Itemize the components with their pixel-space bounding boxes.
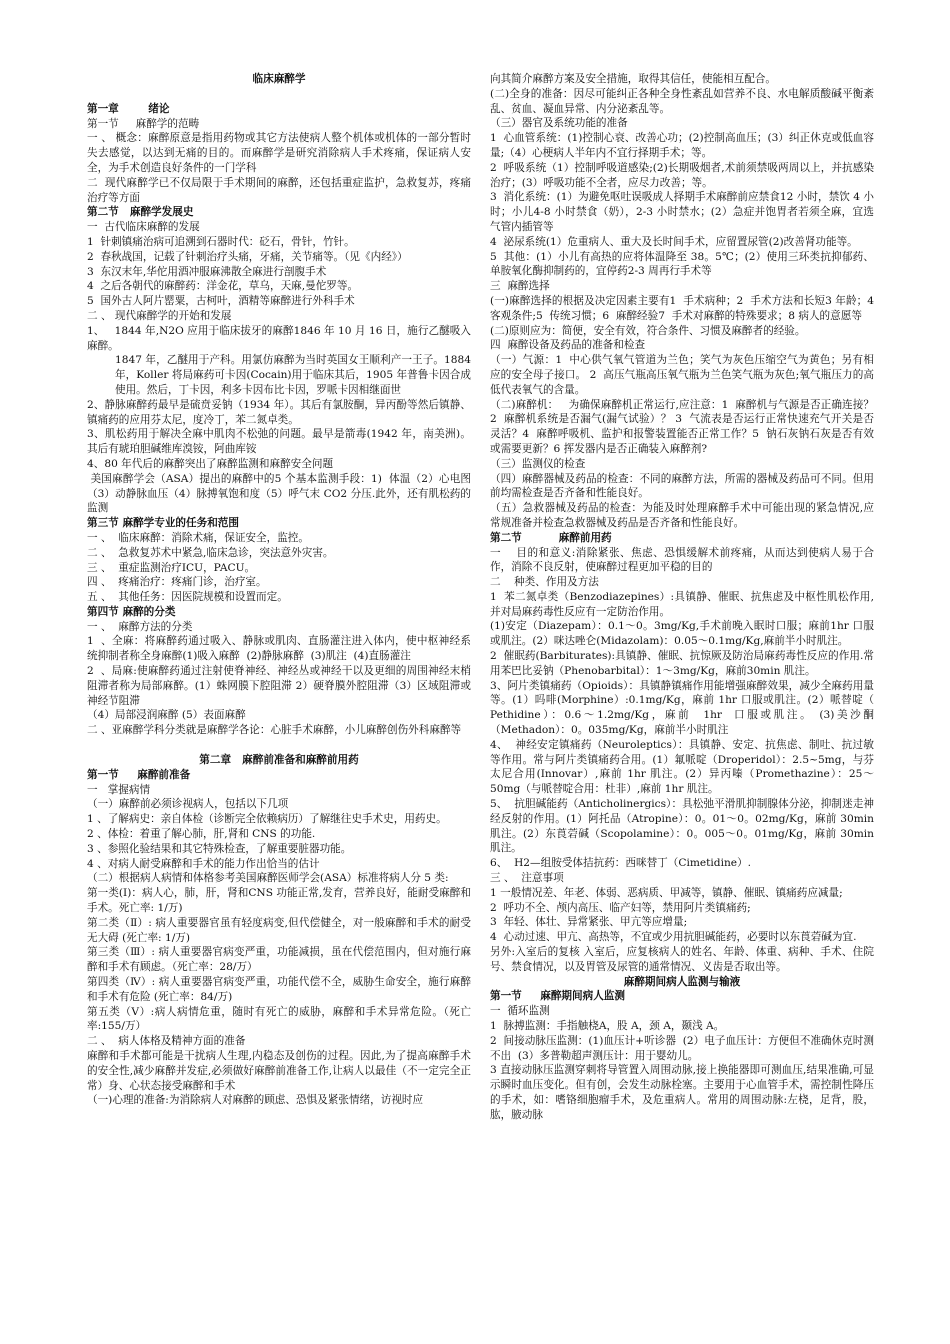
paragraph: 2 呼功不全、颅内高压、临产妇等，禁用阿片类镇痛药; bbox=[490, 901, 751, 914]
paragraph: 1 脉搏监测：手指触桡A，股 A，颈 A，颞浅 A。 bbox=[490, 1020, 725, 1032]
paragraph: 另外:入室后的复核 入室后，应复核病人的姓名、年龄、体重、病种、手术、住院号、禁食情况，以及胃管及尿管的通常情况、义齿是否取出等。 bbox=[490, 946, 874, 973]
paragraph: 3 、参照化验结果和其它特殊检查，了解重要脏器功能。 bbox=[87, 842, 352, 855]
paragraph: 二 种类、作用及方法 bbox=[490, 576, 599, 589]
paragraph: 4、80 年代后的麻醉突出了麻醉监测和麻醉安全问题 bbox=[87, 457, 334, 470]
paragraph: 5 国外古人阿片罂粟，古柯叶，酒精等麻醉进行外科手术 bbox=[87, 295, 355, 308]
paragraph: 4 泌尿系统(1）危重病人、重大及长时间手术，应留置尿管(2)改善肾功能等。 bbox=[490, 235, 858, 248]
paragraph: 第五类（Ⅴ）:病人病情危重，随时有死亡的威胁，麻醉和手术异常危险。（死亡率:155/万） bbox=[87, 1005, 471, 1033]
spacer bbox=[87, 738, 471, 753]
paragraph: 一 古代临床麻醉的发展 bbox=[87, 221, 200, 234]
section-heading: 第三节 麻醉学专业的任务和范围 bbox=[87, 517, 239, 530]
paragraph: 3 直接动脉压监测穿刺将导管置入周围动脉,接上换能器即可测血压,结果准确,可显示瞬时血压变化。但有创，会发生动脉栓塞。主要用于心血管手术，需控制性降压的手术，如：嗜铬细胞瘤手术，及危重病人。常用的周围动脉:左桡，足背，股，肱，腋动脉 bbox=[490, 1064, 874, 1121]
paragraph: 四 、 疼痛治疗：疼痛门诊，治疗室。 bbox=[87, 576, 267, 589]
paragraph: 三 、 重症监测治疗ICU，PACU。 bbox=[87, 561, 256, 574]
section-heading: 第一章 绪论 bbox=[87, 102, 170, 115]
paragraph: 2 、体检：着重了解心肺，肝,肾和 CNS 的功能. bbox=[87, 828, 316, 841]
paragraph: 4 心动过速、甲亢、高热等，不宜或少用抗胆碱能药，必要时以东莨菪碱为宜. bbox=[490, 931, 857, 944]
paragraph: 2 呼吸系统（1）控制呼吸道感染;(2)长期吸烟者,术前须禁吸两周以上，并抗感染治疗；(3）呼吸功能不全者，应尽力改善；等。 bbox=[490, 161, 874, 189]
paragraph: 1 、全麻：将麻醉药通过吸入、静脉或肌肉、直肠灌注进入体内，使中枢神经系统抑制者称全身麻醉(1)吸入麻醉 (2)静脉麻醉 (3)肌注 (4)直肠灌注 bbox=[87, 635, 471, 663]
paragraph: 美国麻醉学会（ASA）提出的麻醉中的5 个基本监测手段：1) 体温（2）心电图（3）动静脉血压（4）脉搏氧饱和度（5）呼气末 CO2 分压.此外，还有肌松药的监测 bbox=[87, 472, 472, 515]
right-column bbox=[490, 72, 881, 1123]
paragraph: 4 之后各朝代的麻醉药：洋金花，草乌，天麻,曼佗罗等。 bbox=[87, 280, 359, 293]
paragraph: （三）器官及系统功能的准备 bbox=[490, 117, 628, 130]
paragraph: 第二类（Ⅱ）: 病人重要器官虽有轻度病变,但代偿健全，对一般麻醉和手术的耐受无大碍 (死亡率: 1/万) bbox=[87, 916, 471, 944]
section-heading: 第四节 麻醉的分类 bbox=[87, 605, 176, 618]
paragraph: 麻醉和手术都可能是干扰病人生理,内稳态及创伤的过程。因此,为了提高麻醉手术的安全性,减少麻醉并发症,必须做好麻醉前准备工作,让病人以最佳（不一定完全正常）身、心状态接受麻醉和手术 bbox=[87, 1050, 471, 1092]
paragraph: 5 其他：(1）小儿有高热的应将体温降至 38。5℃；(2）使用三环类抗抑郁药、单胺氧化酶抑制药的，宜停药2-3 周再行手术等 bbox=[490, 250, 874, 278]
paragraph: 4、 神经安定镇痛药（Neuroleptics）：具镇静、安定、抗焦虑、制吐、抗过敏等作用。常与阿片类镇痛药合用。(1）氟哌啶（Droperidol）：2.5~5mg，与芬太尼合用(Innovar）,麻前 1hr 肌注。(2）异丙嗪（Promethazine）：25～50mg（与哌替啶合用：杜非）,麻前 1hr 肌注。 bbox=[490, 738, 874, 796]
paragraph: 3、肌松药用于解决全麻中肌肉不松弛的问题。最早是箭毒(1942 年，南美洲)。其后有琥珀胆碱维库溴铵，阿曲库铵 bbox=[87, 428, 471, 456]
paragraph: (一)麻醉选择的根据及决定因素主要有1 手术病种；2 手术方法和长短3 年龄；4 客观条件;5 传统习惯；6 麻醉经验7 手术对麻醉的特殊要求；8 病人的意愿等 bbox=[490, 294, 881, 322]
paragraph: 2 间接动脉压监测：(1)血压计+听诊器 (2）电子血压计：方便但不准确休克时测不出 (3）多普勒超声测压计：用于婴幼儿。 bbox=[490, 1034, 874, 1062]
paragraph: （三）监测仪的检查 bbox=[490, 457, 586, 470]
paragraph: 第一节 麻醉学的范畴 bbox=[87, 117, 200, 130]
paragraph: （二)麻醉机： 为确保麻醉机正常运行,应注意：1 麻醉机与气源是否正确连接？ 2 麻醉机系统是否漏气(漏气试验）？ 3 气流表是否运行正常快速充气开关是否灵活？4 麻醉呼吸机、监护和报警装置能否正常工作？5 钠石灰钠石灰是否有效或需要更新？6 挥发器内是否正确装入麻醉剂? bbox=[490, 398, 878, 455]
spacer bbox=[87, 87, 471, 102]
paragraph: 4 、对病人耐受麻醉和手术的能力作出恰当的估计 bbox=[87, 857, 320, 870]
paragraph: 1 一般情况差、年老、体弱、恶病质、甲减等，镇静、催眠、镇痛药应减量; bbox=[490, 886, 843, 899]
left-column bbox=[87, 72, 475, 1108]
paragraph: 一 循环监测 bbox=[490, 1005, 550, 1018]
paragraph: (二)全身的准备：因尽可能纠正各种全身性紊乱如营养不良、水电解质酸碱平衡紊乱、贫血、凝血异常、内分泌紊乱等。 bbox=[490, 87, 874, 115]
paragraph: （一）麻醉前必须诊视病人，包括以下几项 bbox=[87, 798, 289, 811]
paragraph: 3、阿片类镇痛药（Opioids）：具镇静镇痛作用能增强麻醉效果，减少全麻药用量等。(1）吗啡(Morphine）:0.1mg/Kg，麻前 1hr 口服或肌注。(2）哌替啶（ Pethidine）：0.6～1.2mg/Kg，麻前 1hr 口服或肌注。 (3)美沙酮（Methadon）：0。035mg/Kg，麻前半小时肌注 bbox=[490, 679, 878, 737]
paragraph: 2、静脉麻醉药最早是硫贲妥钠（1934 年）。其后有氯胺酮，异丙酚等然后镇静、镇痛药的应用芬太尼，度冷丁，苯二氮卓类。 bbox=[87, 398, 471, 426]
paragraph: （五）急救器械及药品的检查：为能及时处理麻醉手术中可能出现的紧急情况,应常规准备并检查急救器械及药品是否齐备和性能良好。 bbox=[490, 502, 874, 529]
paragraph: 6、 H2—组胺受体拮抗药：西咪替丁（Cimetidine）. bbox=[490, 857, 752, 870]
section-heading: 麻醉期间病人监测与输液 bbox=[623, 975, 741, 988]
paragraph: 第四类（Ⅳ）: 病人重要器官病变严重，功能代偿不全，威胁生命安全，施行麻醉和手术有危险 (死亡率：84/万) bbox=[87, 976, 471, 1003]
paragraph: 3 东汉末年,华佗用酒冲服麻沸散全麻进行剖腹手术 bbox=[87, 265, 327, 278]
paragraph: （4）局部浸润麻醉 (5）表面麻醉 bbox=[87, 709, 246, 722]
paragraph: 三 麻醉选择 bbox=[490, 280, 550, 293]
paragraph: 二 、 病人体格及精神方面的准备 bbox=[87, 1035, 246, 1048]
paragraph: 二 、亚麻醉学科分类就是麻醉学各论：心脏手术麻醉，小儿麻醉创伤外科麻醉等 bbox=[87, 724, 462, 737]
paragraph: (1)安定（Diazepam）：0.1～0。3mg/Kg,手术前晚入眠时口服；麻前1hr 口服或肌注。(2）咪达唑仑(Midazolam)：0.05～0.1mg/Kg,麻前半小时肌注。 bbox=[490, 620, 874, 648]
section-heading: 第二节 麻醉前用药 bbox=[490, 531, 612, 544]
paragraph: 一 、 概念：麻醉原意是指用药物或其它方法使病人整个机体或机体的一部分暂时失去感觉，以达到无痛的目的。而麻醉学是研究消除病人手术疼痛，保证病人安全，为手术创造良好条件的一门学科 bbox=[87, 132, 471, 174]
paragraph: 一 目的和意义:消除紧张、焦虑、恐惧缓解术前疼痛，从而达到使病人易于合作，消除不良反射，使麻醉过程更加平稳的目的 bbox=[490, 546, 874, 574]
section-heading: 临床麻醉学 bbox=[252, 73, 306, 85]
section-heading: 第一节 麻醉前准备 bbox=[87, 768, 191, 781]
paragraph: (二)原则应为：简便，安全有效，符合条件、习惯及麻醉者的经验。 bbox=[490, 324, 806, 337]
paragraph: 5、 抗胆碱能药（Anticholinergics）：具松弛平滑肌抑制腺体分泌，抑制迷走神经反射的作用。(1）阿托品（Atropine）：0。01～0。02mg/Kg，麻前 30min 肌注。(2）东莨菪碱（Scopolamine）：0。005～0。01mg/Kg，麻前 30min 肌注。 bbox=[490, 798, 878, 855]
paragraph: 一 、 临床麻醉：消除术痛，保证安全，监控。 bbox=[87, 531, 309, 544]
paragraph: 第一类(Ⅰ)：病人心，肺，肝，肾和CNS 功能正常,发育，营养良好，能耐受麻醉和手术。死亡率: 1/万) bbox=[87, 887, 471, 915]
paragraph: 第三类（Ⅲ）: 病人重要器官病变严重，功能减损，虽在代偿范围内，但对施行麻醉和手术有顾虑。（死亡率：28/万） bbox=[87, 946, 471, 974]
paragraph: 1847 年，乙醚用于产科。用氯仿麻醉为当时英国女王顺利产一王子。1884 年，Koller 将局麻药可卡因(Cocain)用于临床其后，1905 年普鲁卡因合成使用。然后，丁卡因，利多卡因布比卡因，罗哌卡因相继面世 bbox=[115, 354, 475, 396]
paragraph: （二）根据病人病情和体格参考美国麻醉医师学会(ASA）标准将病人分 5 类: bbox=[87, 872, 449, 885]
paragraph: 一 、 麻醉方法的分类 bbox=[87, 620, 193, 633]
paragraph: 二 、 现代麻醉学的开始和发展 bbox=[87, 309, 232, 322]
paragraph: （一）气源：1 中心供气氧气管道为兰色；笑气为灰色压缩空气为黄色；另有相应的安全母子接口。 2 高压气瓶高压氧气瓶为兰色笑气瓶为灰色;氧气瓶压力的高低代表氧气的含量。 bbox=[490, 354, 874, 396]
section-heading: 第二节 麻醉学发展史 bbox=[87, 206, 194, 219]
paragraph: （一)心理的准备:为消除病人对麻醉的顾虑、恐惧及紧张情绪，访视时应 bbox=[87, 1094, 424, 1107]
section-heading: 第一节 麻醉期间病人监测 bbox=[490, 990, 625, 1003]
paragraph: 二 现代麻醉学已不仅局限于手术期间的麻醉，还包括重症监护，急救复苏，疼痛治疗等方面 bbox=[87, 176, 471, 204]
paragraph: 五 、 其他任务：因医院规模和设置而定。 bbox=[87, 591, 288, 604]
paragraph: 1 针刺镇痛治病可追溯到石器时代：砭石，骨针，竹针。 bbox=[87, 235, 355, 248]
paragraph: 3 消化系统：(1）为避免呕吐误吸成人择期手术麻醉前应禁食12 小时，禁饮 4 小时；小儿4-8 小时禁食（奶），2-3 小时禁水；(2）急症并饱胃者若须全麻，宜选气管内插管等 bbox=[490, 191, 874, 233]
paragraph: 一 掌握病情 bbox=[87, 783, 151, 796]
paragraph: 三 、 注意事项 bbox=[490, 872, 564, 885]
paragraph: 2 、局麻:使麻醉药通过注射使脊神经、神经丛或神经干以及更细的周围神经末梢阻滞者称为局部麻醉。(1）蛛网膜下腔阻滞 2）硬脊膜外腔阻滞（3）区域阻滞或神经节阻滞 bbox=[87, 665, 471, 707]
paragraph: 3 年轻、体壮、异常紧张、甲亢等应增量; bbox=[490, 916, 688, 929]
paragraph: 二 、 急救复苏术中紧急,临床急诊，突法意外灾害。 bbox=[87, 546, 334, 559]
paragraph: 1 苯二氮卓类（Benzodiazepines）:具镇静、催眠、抗焦虑及中枢性肌松作用,并对局麻药毒性反应有一定防治作用。 bbox=[490, 590, 874, 618]
paragraph: 1 、了解病史：亲自体检（诊断完全依赖病历）了解继往史手术史，用药史。 bbox=[87, 813, 447, 826]
paragraph: 2 催眠药(Barbiturates):具镇静、催眠、抗惊厥及防治局麻药毒性反应的作用.常用苯巴比妥钠（Phenobarbital）：1～3mg/Kg，麻前30min 肌注。 bbox=[490, 650, 874, 677]
paragraph: 1 心血管系统：(1)控制心衰、改善心功；(2)控制高血压；(3）纠正休克或低血容量;（4）心梗病人半年内不宜行择期手术；等。 bbox=[490, 132, 874, 159]
section-heading: 第二章 麻醉前准备和麻醉前用药 bbox=[199, 754, 359, 767]
paragraph: 向其简介麻醉方案及安全措施，取得其信任，使能相互配合。 bbox=[490, 73, 777, 85]
paragraph: 四 麻醉设备及药品的准备和检查 bbox=[490, 339, 646, 352]
paragraph: 2 春秋战国，记载了针刺治疗头痛，牙痛，关节痛等。（见《内经》） bbox=[87, 250, 408, 263]
paragraph: 1、 1844 年,N2O 应用于临床拔牙的麻醉1846 年 10 月 16 日，施行乙醚吸入麻醉。 bbox=[87, 324, 471, 352]
paragraph: （四）麻醉器械及药品的检查：不同的麻醉方法，所需的器械及药品可不同。但用前均需检查是否齐备和性能良好。 bbox=[490, 472, 874, 500]
